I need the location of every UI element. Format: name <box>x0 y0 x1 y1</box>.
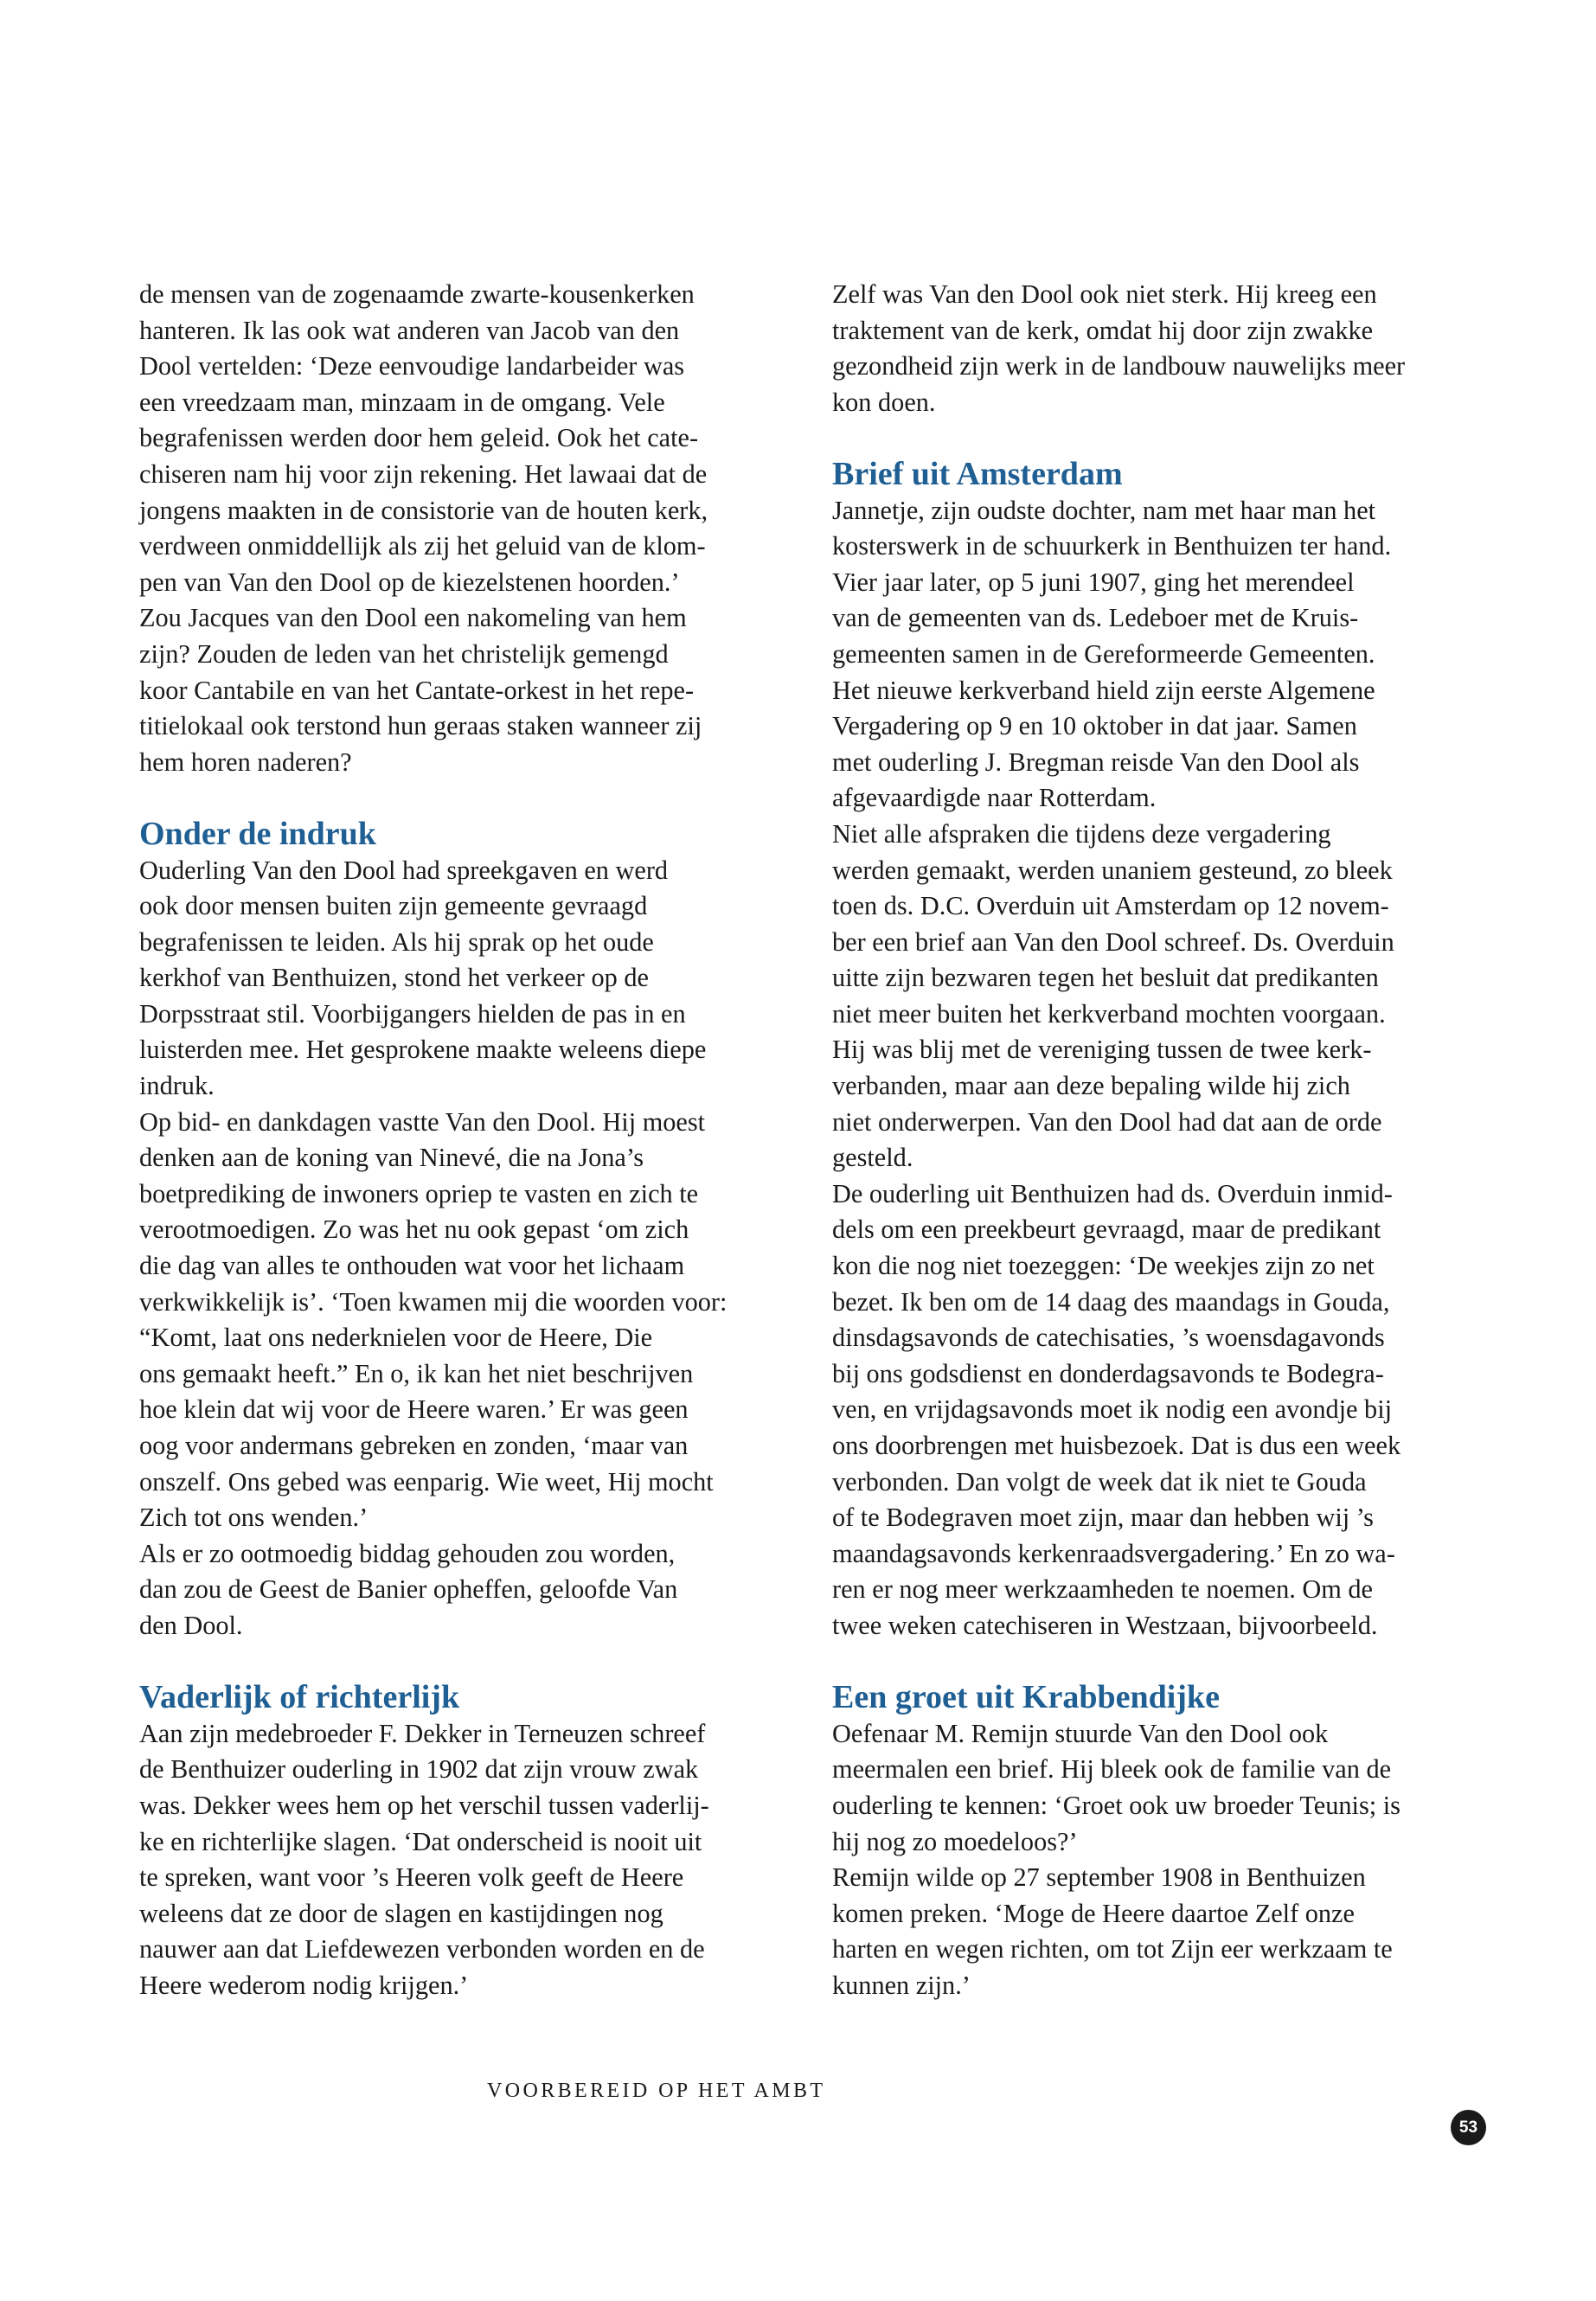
text-line: chiseren nam hij voor zijn rekening. Het lawaai dat de <box>139 458 708 489</box>
text-line: dinsdagsavonds de catechisaties, ’s woensdagavonds <box>832 1323 1385 1353</box>
text-line: Zou Jacques van den Dool een nakomeling van hem <box>139 603 687 633</box>
text-line: kon doen. <box>832 387 936 417</box>
text-line: jongens maakten in de consistorie van de houten kerk, <box>139 495 708 525</box>
text-line: hem horen naderen? <box>139 747 352 777</box>
text-line: kerkhof van Benthuizen, stond het verkeer op de <box>139 963 649 993</box>
text-line: toen ds. D.C. Overduin uit Amsterdam op 12 novem- <box>832 891 1389 921</box>
text-line: ke en richterlijke slagen. ‘Dat onderscheid is nooit uit <box>139 1826 702 1856</box>
text-line: hoe klein dat wij voor de Heere waren.’ Er was geen <box>139 1394 689 1425</box>
text-line: harten en wegen richten, om tot Zijn eer werkzaam te <box>832 1934 1393 1965</box>
text-line: Jannetje, zijn oudste dochter, nam met haar man het <box>832 495 1376 525</box>
text-line: dels om een preekbeurt gevraagd, maar de predikant <box>832 1215 1381 1245</box>
text-line: de mensen van de zogenaamde zwarte-kousenkerken <box>139 279 695 309</box>
text-line: verootmoedigen. Zo was het nu ook gepast ‘om zich <box>139 1215 689 1245</box>
text-line: Dorpsstraat stil. Voorbijgangers hielden de pas in en <box>139 998 686 1029</box>
text-line: verbonden. Dan volgt de week dat ik niet te Gouda <box>832 1466 1367 1497</box>
text-line: begrafenissen werden door hem geleid. Ook het cate- <box>139 423 699 453</box>
text-line: traktement van de kerk, omdat hij door zijn zwakke <box>832 315 1374 345</box>
text-line: titielokaal ook terstond hun geraas staken wanneer zij <box>139 711 702 741</box>
text-line: bij ons godsdienst en donderdagsavonds te Bodegra- <box>832 1358 1384 1388</box>
text-line: afgevaardigde naar Rotterdam. <box>832 783 1157 813</box>
text-line: onszelf. Ons gebed was eenparig. Wie weet, Hij mocht <box>139 1466 714 1497</box>
text-line: hanteren. Ik las ook wat anderen van Jacob van den <box>139 315 680 345</box>
text-line: bezet. Ik ben om de 14 daag des maandags in Gouda, <box>832 1286 1390 1317</box>
section-heading-vaderlijk-of-richterlijk: Vaderlijk of richterlijk <box>139 1679 460 1716</box>
text-line: Aan zijn medebroeder F. Dekker in Terneuzen schreef <box>139 1718 706 1748</box>
text-line: de Benthuizer ouderling in 1902 dat zijn vrouw zwak <box>139 1754 699 1785</box>
running-footer-title: VOORBEREID OP HET AMBT <box>487 2080 826 2102</box>
text-line: luisterden mee. Het gesprokene maakte weleens diepe <box>139 1035 707 1065</box>
text-line: meermalen een brief. Hij bleek ook de familie van de <box>832 1754 1392 1785</box>
text-line: of te Bodegraven moet zijn, maar dan hebben wij ’s <box>832 1503 1374 1533</box>
section-body-een-groet-uit-krabbendijke <box>832 1716 1498 2004</box>
text-line: De ouderling uit Benthuizen had ds. Overduin inmid- <box>832 1178 1393 1208</box>
section-body-vaderlijk-of-richterlijk <box>139 1716 805 2004</box>
text-line: gezondheid zijn werk in de landbouw nauwelijks meer <box>832 351 1406 381</box>
section-heading-een-groet-uit-krabbendijke: Een groet uit Krabbendijke <box>832 1679 1220 1716</box>
text-line: kosterswerk in de schuurkerk in Benthuizen ter hand. <box>832 531 1392 561</box>
text-line: verdween onmiddellijk als zij het geluid van de klom- <box>139 531 706 561</box>
text-line: zijn? Zouden de leden van het christelijk gemengd <box>139 638 669 669</box>
text-line: Op bid- en dankdagen vastte Van den Dool. Hij moest <box>139 1106 706 1137</box>
text-line: ouderling te kennen: ‘Groet ook uw broeder Teunis; is <box>832 1790 1401 1820</box>
text-line: niet onderwerpen. Van den Dool had dat aan de orde <box>832 1106 1382 1137</box>
text-line: ren er nog meer werkzaamheden te noemen. Om de <box>832 1574 1374 1605</box>
left-intro-paragraph <box>139 277 805 780</box>
text-line: Hij was blij met de vereniging tussen de twee kerk- <box>832 1035 1372 1065</box>
text-line: ber een brief aan Van den Dool schreef. Ds. Overduin <box>832 926 1394 957</box>
text-line: Zich tot ons wenden.’ <box>139 1503 369 1533</box>
text-line: Remijn wilde op 27 september 1908 in Benthuizen <box>832 1862 1366 1893</box>
text-line: indruk. <box>139 1071 215 1101</box>
text-line: kunnen zijn.’ <box>832 1970 971 2000</box>
text-line: was. Dekker wees hem op het verschil tussen vaderlij- <box>139 1790 709 1820</box>
text-line: den Dool. <box>139 1610 243 1640</box>
text-line: pen van Van den Dool op de kiezelstenen hoorden.’ <box>139 567 680 597</box>
text-line: verbanden, maar aan deze bepaling wilde hij zich <box>832 1071 1350 1101</box>
section-body-onder-de-indruk <box>139 853 805 1644</box>
text-line: Dool vertelden: ‘Deze eenvoudige landarbeider was <box>139 351 685 381</box>
text-line: begrafenissen te leiden. Als hij sprak op het oude <box>139 926 654 957</box>
text-line: van de gemeenten van ds. Ledeboer met de Kruis- <box>832 603 1359 633</box>
section-heading-onder-de-indruk: Onder de indruk <box>139 815 376 852</box>
text-line: Vergadering op 9 en 10 oktober in dat jaar. Samen <box>832 711 1357 741</box>
text-line: verkwikkelijk is’. ‘Toen kwamen mij die woorden voor: <box>139 1286 727 1317</box>
text-line: met ouderling J. Bregman reisde Van den Dool als <box>832 747 1360 777</box>
text-line: Zelf was Van den Dool ook niet sterk. Hij kreeg een <box>832 279 1377 309</box>
text-line: kon die nog niet toezeggen: ‘De weekjes zijn zo net <box>832 1251 1375 1281</box>
text-line: weleens dat ze door de slagen en kastijdingen nog <box>139 1898 663 1928</box>
text-line: denken aan de koning van Ninevé, die na Jona’s <box>139 1143 644 1173</box>
text-line: Niet alle afspraken die tijdens deze vergadering <box>832 818 1331 849</box>
text-line: Als er zo ootmoedig biddag gehouden zou worden, <box>139 1538 676 1568</box>
text-line: dan zou de Geest de Banier opheffen, geloofde Van <box>139 1574 678 1605</box>
text-line: die dag van alles te onthouden wat voor het lichaam <box>139 1251 685 1281</box>
text-line: ook door mensen buiten zijn gemeente gevraagd <box>139 891 648 921</box>
text-line: maandagsavonds kerkenraadsvergadering.’ En zo wa- <box>832 1538 1395 1568</box>
text-line: ven, en vrijdagsavonds moet ik nodig een avondje bij <box>832 1394 1393 1425</box>
text-line: ons doorbrengen met huisbezoek. Dat is dus een week <box>832 1431 1401 1460</box>
text-line: werden gemaakt, werden unaniem gesteund, zo bleek <box>832 855 1393 885</box>
text-line: Heere wederom nodig krijgen.’ <box>139 1970 469 2000</box>
text-line: hij nog zo moedeloos?’ <box>832 1826 1078 1856</box>
text-line: uitte zijn bezwaren tegen het besluit dat predikanten <box>832 963 1379 993</box>
text-line: niet meer buiten het kerkverband mochten voorgaan. <box>832 998 1386 1029</box>
text-line: een vreedzaam man, minzaam in de omgang. Vele <box>139 387 665 417</box>
text-line: Het nieuwe kerkverband hield zijn eerste Algemene <box>832 675 1375 705</box>
text-line: te spreken, want voor ’s Heeren volk geeft de Heere <box>139 1862 684 1893</box>
text-line: Vier jaar later, op 5 juni 1907, ging het merendeel <box>832 567 1355 597</box>
page-number-badge: 53 <box>1451 2110 1486 2145</box>
text-line: komen preken. ‘Moge de Heere daartoe Zelf onze <box>832 1898 1355 1928</box>
right-column <box>832 277 1498 2004</box>
right-intro-paragraph <box>832 277 1498 420</box>
text-line: twee weken catechiseren in Westzaan, bijvoorbeeld. <box>832 1610 1378 1640</box>
section-heading-brief-uit-amsterdam: Brief uit Amsterdam <box>832 455 1123 492</box>
text-line: “Komt, laat ons nederknielen voor de Heere, Die <box>139 1323 653 1353</box>
text-line: boetprediking de inwoners opriep te vasten en zich te <box>139 1178 699 1208</box>
text-line: Oefenaar M. Remijn stuurde Van den Dool ook <box>832 1718 1329 1748</box>
text-line: gemeenten samen in de Gereformeerde Gemeenten. <box>832 638 1375 669</box>
text-line: oog voor andermans gebreken en zonden, ‘maar van <box>139 1431 689 1460</box>
text-line: gesteld. <box>832 1143 913 1173</box>
text-line: Ouderling Van den Dool had spreekgaven en werd <box>139 855 669 885</box>
text-line: nauwer aan dat Liefdewezen verbonden worden en de <box>139 1934 705 1965</box>
section-body-brief-uit-amsterdam <box>832 493 1498 1644</box>
left-column <box>139 277 805 2004</box>
text-line: ons gemaakt heeft.” En o, ik kan het niet beschrijven <box>139 1358 694 1388</box>
text-line: koor Cantabile en van het Cantate-orkest in het repe- <box>139 675 695 705</box>
